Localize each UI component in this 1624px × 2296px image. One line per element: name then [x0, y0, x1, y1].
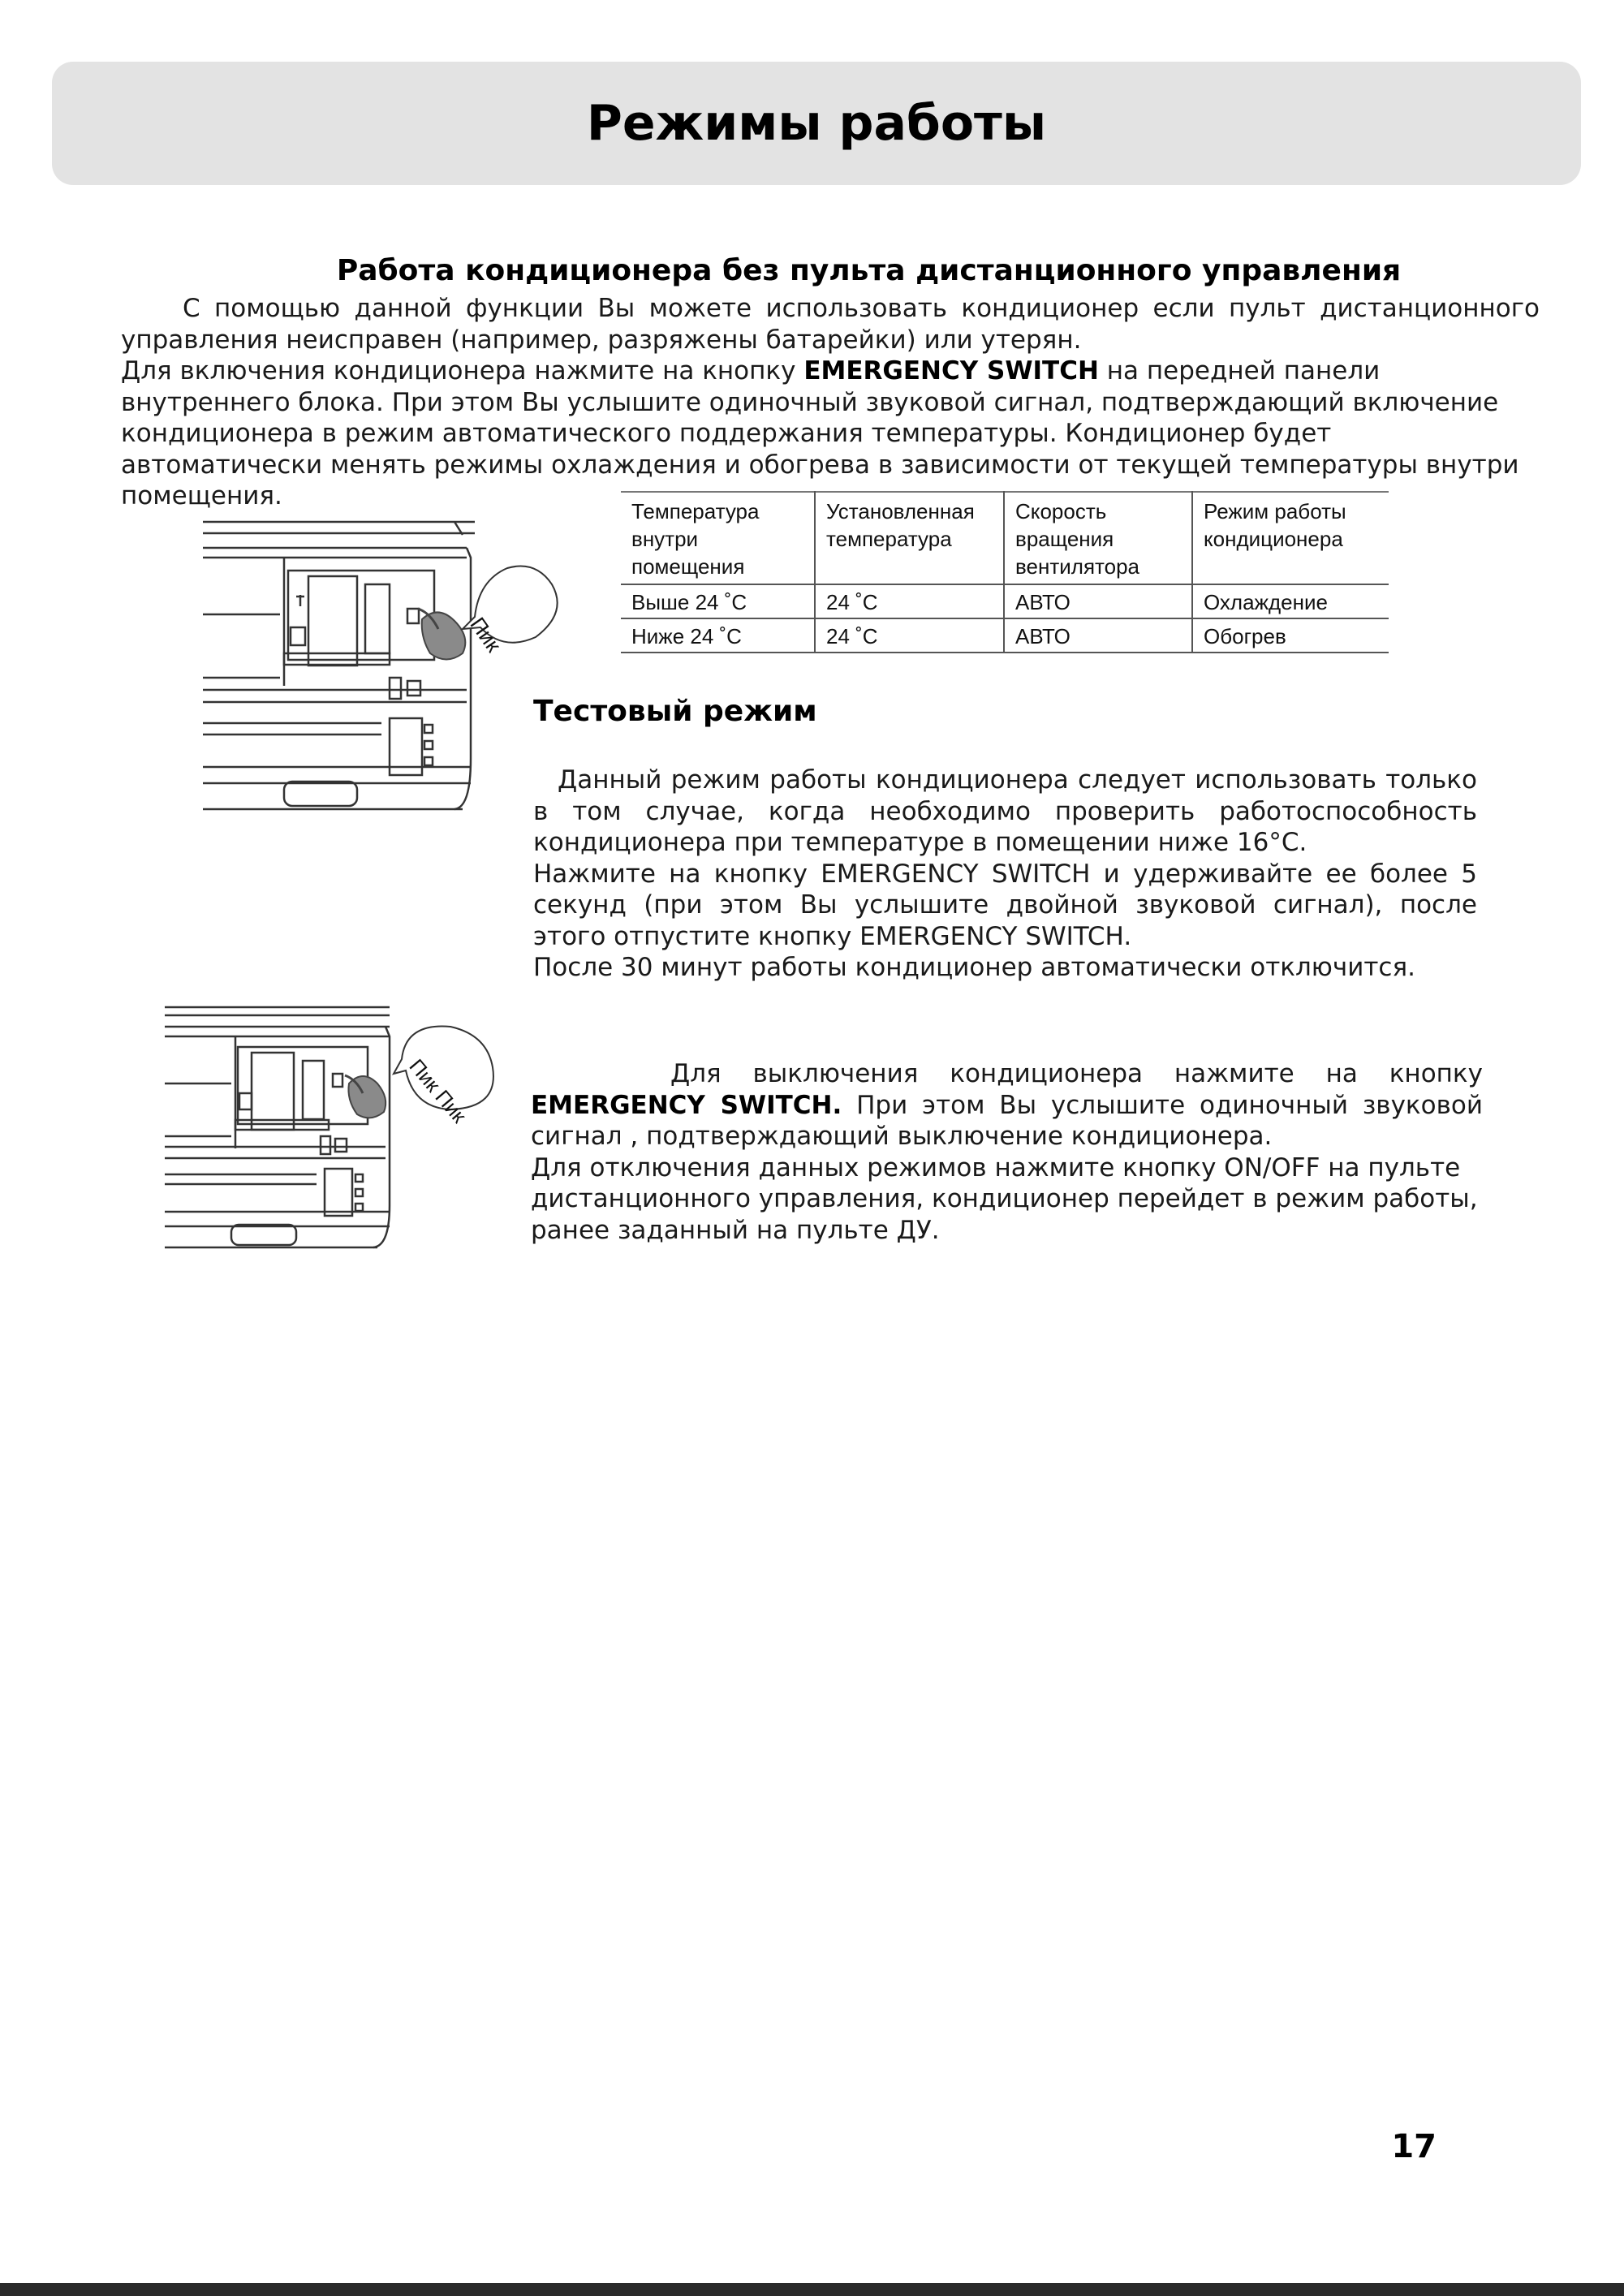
indoor-unit-illustration-1: [195, 515, 576, 816]
no-remote-paragraph-2-end: на передней панели внутреннего блока. При этом Вы услышите одиночный звуковой сигнал, подтверждающий включение кондиционера в режим автоматического поддержания температуры. Кондиционер будет автоматически менять режимы охлаждения и обогрева в зависимости от текущей температуры внутри помещения.: [121, 356, 1519, 510]
no-remote-paragraph-1: С помощью данной функции Вы можете использовать кондиционер если пульт дистанционного управления неисправен (например, разряжены батарейки) или утерян.: [121, 294, 1540, 355]
table-cell: 24 ˚C: [815, 584, 1004, 618]
bottom-border: [0, 2283, 1624, 2296]
table-cell: 24 ˚C: [815, 618, 1004, 653]
section-heading-no-remote: Работа кондиционера без пульта дистанционного управления: [336, 254, 1402, 287]
emergency-switch-label: EMERGENCY SWITCH.: [531, 1090, 842, 1120]
page-number: 17: [1391, 2128, 1437, 2165]
test-mode-paragraph-3: После 30 минут работы кондиционер автоматически отключится.: [533, 953, 1415, 982]
no-remote-paragraph-2-start: Для включения кондиционера нажмите на кнопку: [121, 356, 804, 386]
turn-off-paragraph-1-end: При этом Вы услышите одиночный звуковой сигнал , подтверждающий выключение кондиционера.: [531, 1090, 1483, 1151]
turn-off-paragraph-1-start: Для выключения кондиционера нажмите на кнопку: [670, 1059, 1483, 1088]
table-header-cell: Скорость вращения вентилятора: [1004, 492, 1192, 584]
table-cell: Выше 24 ˚C: [621, 584, 815, 618]
indoor-unit-illustration-2: [158, 1002, 523, 1254]
section-heading-test-mode: Тестовый режим: [533, 695, 817, 728]
test-mode-paragraph-1: Данный режим работы кондиционера следует использовать только в том случае, когда необходимо проверить работоспособность кондиционера при температуре в помещении ниже 16°C.: [533, 765, 1477, 857]
table-cell: АВТО: [1004, 618, 1192, 653]
table-cell: Ниже 24 ˚C: [621, 618, 815, 653]
table-row: [621, 584, 1389, 618]
page-header: [52, 62, 1581, 185]
turn-off-paragraph-2: Для отключения данных режимов нажмите кнопку ON/OFF на пульте дистанционного управления, кондиционер перейдет в режим работы, ранее заданный на пульте ДУ.: [531, 1152, 1478, 1245]
beep-label-2: Пик Пик: [404, 1055, 471, 1128]
table-header-row: [621, 492, 1389, 584]
table-cell: Обогрев: [1192, 618, 1389, 653]
test-mode-paragraph-2: Нажмите на кнопку EMERGENCY SWITCH и удерживайте ее более 5 секунд (при этом Вы услышите двойной звуковой сигнал), после этого отпустите кнопку EMERGENCY SWITCH.: [533, 859, 1477, 951]
table-row: [621, 618, 1389, 653]
page-title: Режимы работы: [586, 95, 1047, 152]
no-remote-paragraph-2: [121, 355, 1540, 512]
table-cell: АВТО: [1004, 584, 1192, 618]
beep-label-1: Пик: [465, 613, 506, 657]
auto-mode-table: [621, 491, 1389, 653]
turn-off-text: [531, 1058, 1483, 1246]
table-cell: Охлаждение: [1192, 584, 1389, 618]
turn-off-paragraph-1: [531, 1058, 1483, 1152]
table-header-cell: Температура внутри помещения: [621, 492, 815, 584]
test-mode-text: [533, 765, 1477, 984]
emergency-switch-label: EMERGENCY SWITCH: [803, 356, 1099, 386]
table-header-cell: Режим работы кондиционера: [1192, 492, 1389, 584]
no-remote-text: [121, 293, 1540, 512]
table-header-cell: Установленная температура: [815, 492, 1004, 584]
